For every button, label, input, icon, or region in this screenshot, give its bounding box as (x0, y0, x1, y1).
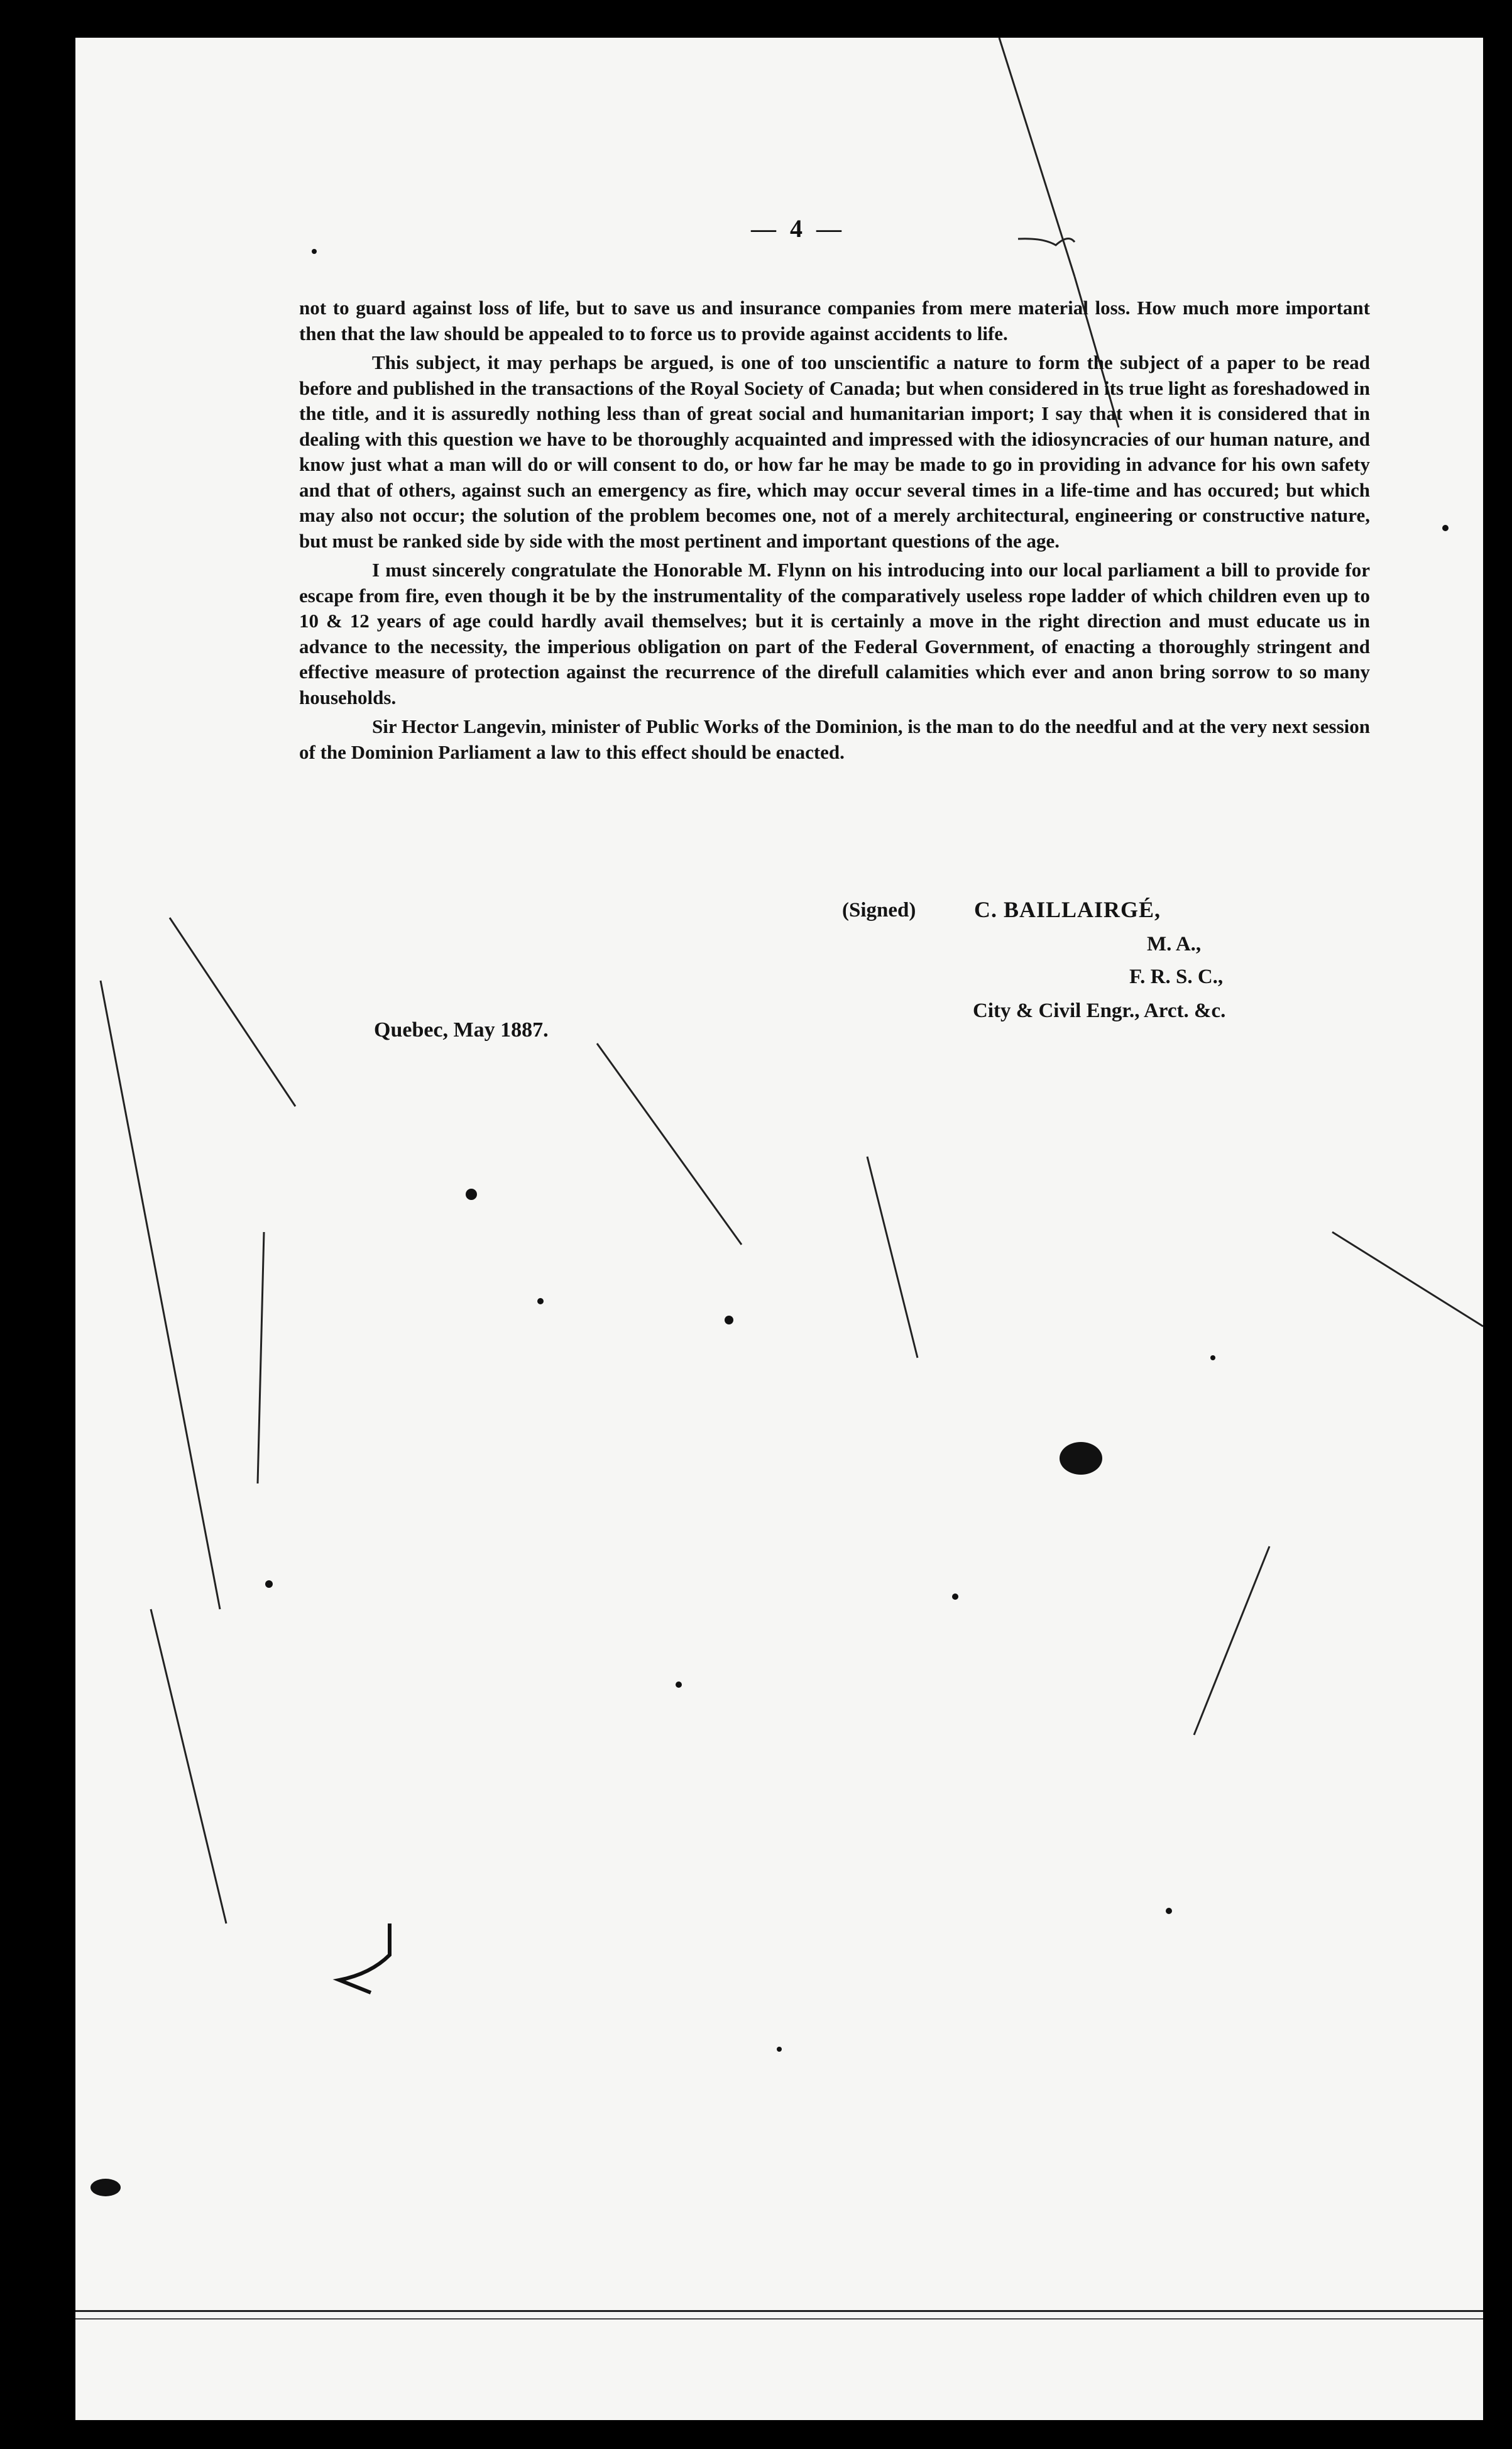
page-number: — 4 — (751, 214, 845, 243)
paragraph-1: not to guard against loss of life, but to save us and insurance companies from mere material loss. How much more important then that the law should be appealed to to force us to provide against accidents to life. (299, 297, 1370, 344)
signed-label: (Signed) (842, 899, 916, 922)
document-page (75, 38, 1483, 2420)
place-date: Quebec, May 1887. (374, 1018, 549, 1042)
signatory-title: City & Civil Engr., Arct. &c. (973, 999, 1226, 1022)
bottom-rule (75, 2310, 1483, 2320)
signatory-degree-ma: M. A., (1147, 933, 1202, 955)
paragraph-2: This subject, it may perhaps be argued, is one of too unscientific a nature to form the subject of a paper to be read before and published in the transactions of the Royal Society of Canada; but when considered in its true light as foreshadowed in the title, and it is assuredly nothing less than of great social and humanitarian import; I say that when it is considered that in dealing with this question we have to be thoroughly acquainted and impressed with the idiosyncracies of our human nature, and know just what a man will do or will consent to do, or how far he may be made to go in providing in advance for his own safety and that of others, against such an emergency as fire, which may occur several times in a life-time and has occured; but which may also not occur; the solution of the problem becomes one, not of a merely architectural, engineering or constructive nature, but must be ranked side by side with the most pertinent and important questions of the age. (299, 351, 1370, 552)
paragraph-3: I must sincerely congratulate the Honorable M. Flynn on his introducing into our local parliament a bill to provide for escape from fire, even though it be by the instrumentality of the comparatively useless rope ladder of which children even up to 10 & 12 years of age could hardly avail themselves; but it is certainly a move in the right direction and must educate us in advance to the necessity, the imperious obligation on part of the Federal Government, of enacting a thoroughly stringent and effective measure of protection against the recurrence of the direfull calamities which ever and anon bring sorrow to so many households. (299, 559, 1370, 708)
signatory-degree-frsc: F. R. S. C., (1129, 966, 1224, 988)
paragraph-4: Sir Hector Langevin, minister of Public Works of the Dominion, is the man to do the needful and at the very next session of the Dominion Parliament a law to this effect should be enacted. (299, 715, 1370, 763)
signatory-name: C. BAILLAIRGÉ, (974, 897, 1161, 922)
body-text (299, 295, 1370, 765)
